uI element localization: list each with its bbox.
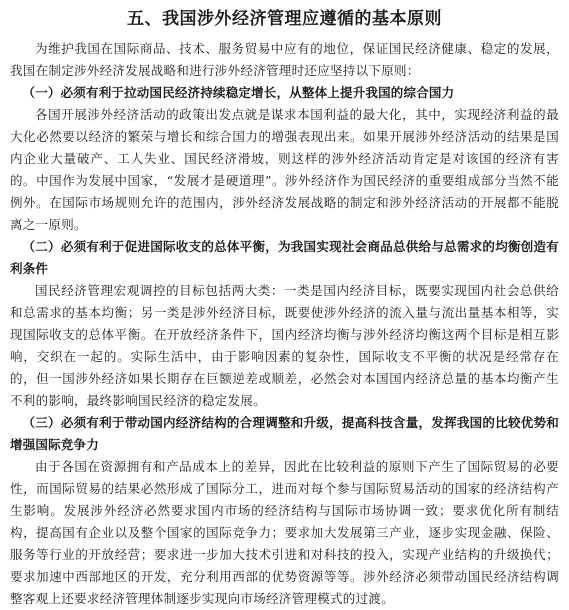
section-body-1: 各国开展涉外经济活动的政策出发点就是谋求本国利益的最大化，其中，实现经济利益的最大化必然要以经济的繁荣与增长和综合国力的增强表现出来。如果开展涉外经济活动的结果是国内企业大量破产、工人失业、国民经济滑坡，则这样的涉外经济活动肯定是对该国的经济有害的。中国作为发展中国家，“发展才是硬道理”。涉外经济作为国民经济的重要组成部分当然不能例外。在国际市场规则允许的范围内，涉外经济发展战略的制定和涉外经济活动的开展都不能脱离之一原则。 bbox=[10, 107, 559, 232]
section-heading-2: （二）必须有利于促进国际收支的总体平衡，为我国实现社会商品总供给与总需求的均衡创造有利条件 bbox=[10, 239, 559, 276]
section-body-2: 国民经济管理宏观调控的目标包括两大类：一类是国内经济目标，既要实现国内社会总供给和总需求的基本均衡；另一类是涉外经济目标，既要使涉外经济的流入量与流出量基本相等，实现国际收支的总体平衡。在开放经济条件下，国内经济均衡与涉外经济均衡这两个目标是相互影响，交织在一起的。实际生活中，由于影响因素的复杂性，国际收支不平衡的状况是经常存在的，但一国涉外经济如果长期存在巨额逆差或顺差，必然会对本国国内经济总量的基本均衡产生不利的影响，最终影响国民经济的稳定发展。 bbox=[10, 283, 559, 408]
section-heading-3: （三）必须有利于带动国内经济结构的合理调整和升级，提高科技含量，发挥我国的比较优势和增强国际竞争力 bbox=[10, 415, 559, 452]
intro-paragraph: 为维护我国在国际商品、技术、服务贸易中应有的地位，保证国民经济健康、稳定的发展，我国在制定涉外经济发展战略和进行涉外经济管理时还应坚持以下原则： bbox=[10, 41, 559, 78]
section-heading-1: （一）必须有利于拉动国民经济持续稳定增长，从整体上提升我国的综合国力 bbox=[22, 85, 455, 100]
page-title: 五、我国涉外经济管理应遵循的基本原则 bbox=[127, 9, 442, 29]
section-body-3: 由于各国在资源拥有和产品成本上的差异，因此在比较利益的原则下产生了国际贸易的必要性，而国际贸易的结果必然形成了国际分工，进而对每个参与国际贸易活动的国家的经济结构产生影响。发展涉外经济必然要求国内市场的经济结构与国际市场协调一致；要求优化所有制结构，提高国有企业以及整个国家的国际竞争力；要求加大发展第三产业，逐步实现金融、保险、服务等行业的开放经营；要求进一步加大技术引进和对科技的投入，实现产业结构的升级换代；要求加速中西部地区的开发，充分利用西部的优势资源等等。涉外经济必须带动国民经济结构调整客观上还要求经济管理体制逐步实现向市场经济管理模式的过渡。 bbox=[10, 459, 559, 606]
